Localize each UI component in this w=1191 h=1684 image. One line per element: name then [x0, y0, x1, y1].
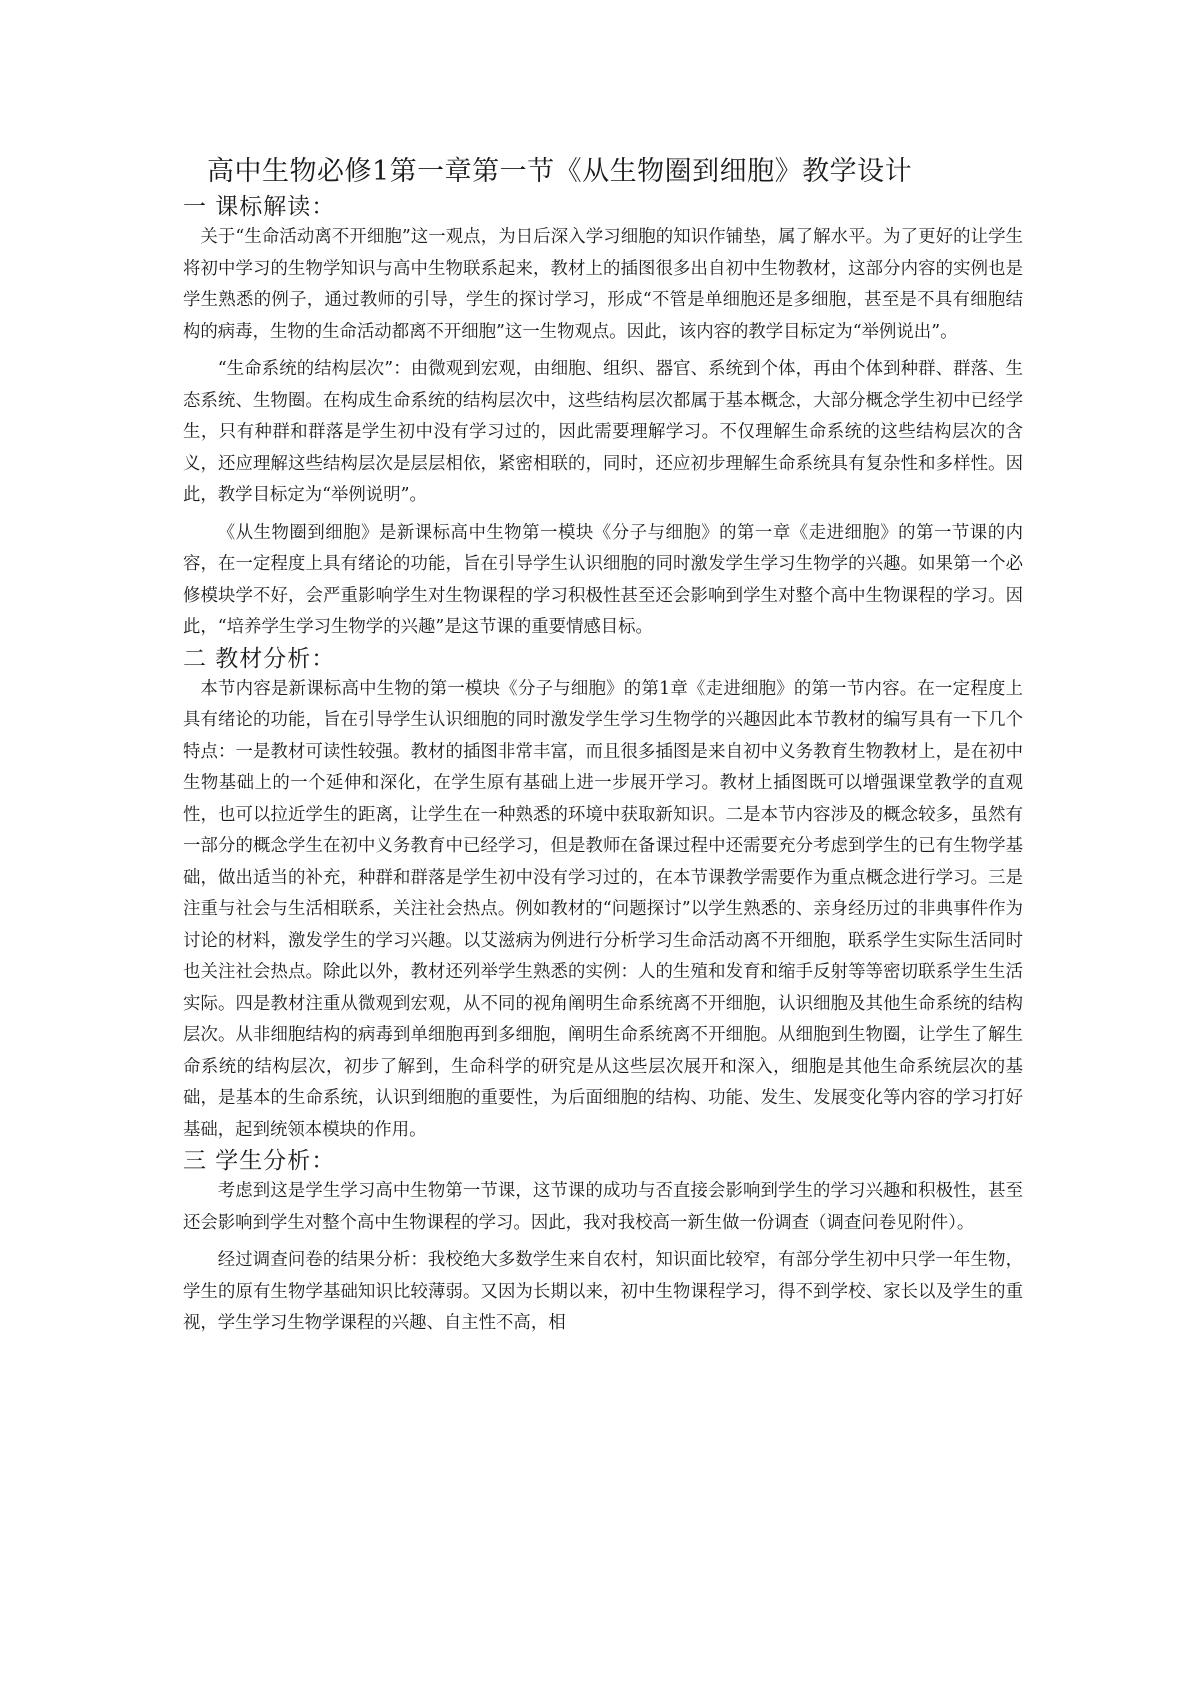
section-heading-textbook: 二 教材分析：: [183, 645, 336, 672]
paragraph: 考虑到这是学生学习高中生物第一节课，这节课的成功与否直接会影响到学生的学习兴趣和积极性，甚至还会影响到学生对整个高中生物课程的学习。因此，我对我校高一新生做一份调查（调查问卷见附件）。: [183, 1181, 1023, 1233]
document-title: 高中生物必修1第一章第一节《从生物圈到细胞》教学设计: [207, 156, 913, 187]
section-heading-curriculum: 一 课标解读：: [183, 194, 336, 220]
paragraph: “生命系统的结构层次”：由微观到宏观，由细胞、组织、器官、系统到个体，再由个体到种群、群落、生态系统、生物圈。在构成生命系统的结构层次中，这些结构层次都属于基本概念，大部分概念学生初中已经学生，只有种群和群落是学生初中没有学习过的，因此需要理解学习。不仅理解生命系统的这些结构层次的含义，还应理解这些结构层次是层层相依，紧密相联的，同时，还应初步理解生命系统具有复杂性和多样性。因此，教学目标定为“举例说明”。: [183, 359, 1023, 505]
document-page: [183, 152, 1023, 1340]
paragraph: 本节内容是新课标高中生物的第一模块《分子与细胞》的第1章《走进细胞》的第一节内容。在一定程度上具有绪论的功能，旨在引导学生认识细胞的同时激发学生学习生物学的兴趣因此本节教材的编写具有一下几个特点：一是教材可读性较强。教材的插图非常丰富，而且很多插图是来自初中义务教育生物教材上，是在初中生物基础上的一个延伸和深化，在学生原有基础上进一步展开学习。教材上插图既可以增强课堂教学的直观性，也可以拉近学生的距离，让学生在一种熟悉的环境中获取新知识。二是本节内容涉及的概念较多，虽然有一部分的概念学生在初中义务教育中已经学习，但是教师在备课过程中还需要充分考虑到学生的已有生物学基础，做出适当的补充，种群和群落是学生初中没有学习过的，在本节课教学需要作为重点概念进行学习。三是注重与社会与生活相联系，关注社会热点。例如教材的“问题探讨”以学生熟悉的、亲身经历过的非典事件作为讨论的材料，激发学生的学习兴趣。以艾滋病为例进行分析学习生命活动离不开细胞，联系学生实际生活同时也关注社会热点。除此以外，教材还列举学生熟悉的实例：人的生殖和发育和缩手反射等等密切联系学生生活实际。四是教材注重从微观到宏观，从不同的视角阐明生命系统离不开细胞，认识细胞及其他生命系统的结构层次。从非细胞结构的病毒到单细胞再到多细胞，阐明生命系统离不开细胞。从细胞到生物圈，让学生了解生命系统的结构层次，初步了解到，生命科学的研究是从这些层次展开和深入，细胞是其他生命系统层次的基础，是基本的生命系统，认识到细胞的重要性，为后面细胞的结构、功能、发生、发展变化等内容的学习打好基础，起到统领本模块的作用。: [183, 678, 1023, 1140]
section-heading-students: 三 学生分析：: [183, 1148, 336, 1174]
paragraph: 经过调查问卷的结果分析：我校绝大多数学生来自农村，知识面比较窄，有部分学生初中只学一年生物，学生的原有生物学基础知识比较薄弱。又因为长期以来，初中生物课程学习，得不到学校、家长以及学生的重视，学生学习生物学课程的兴趣、自主性不高，相: [183, 1250, 1023, 1333]
paragraph: 关于“生命活动离不开细胞”这一观点，为日后深入学习细胞的知识作铺垫，属了解水平。为了更好的让学生将初中学习的生物学知识与高中生物联系起来，教材上的插图很多出自初中生物教材，这部分内容的实例也是学生熟悉的例子，通过教师的引导，学生的探讨学习，形成“不管是单细胞还是多细胞，甚至是不具有细胞结构的病毒，生物的生命活动都离不开细胞”这一生物观点。因此，该内容的教学目标定为“举例说出”。: [183, 227, 1023, 342]
paragraph: 《从生物圈到细胞》是新课标高中生物第一模块《分子与细胞》的第一章《走进细胞》的第一节课的内容，在一定程度上具有绪论的功能，旨在引导学生认识细胞的同时激发学生学习生物学的兴趣。如果第一个必修模块学不好，会严重影响学生对生物课程的学习积极性甚至还会影响到学生对整个高中生物课程的学习。因此，“培养学生学习生物学的兴趣”是这节课的重要情感目标。: [183, 522, 1023, 637]
